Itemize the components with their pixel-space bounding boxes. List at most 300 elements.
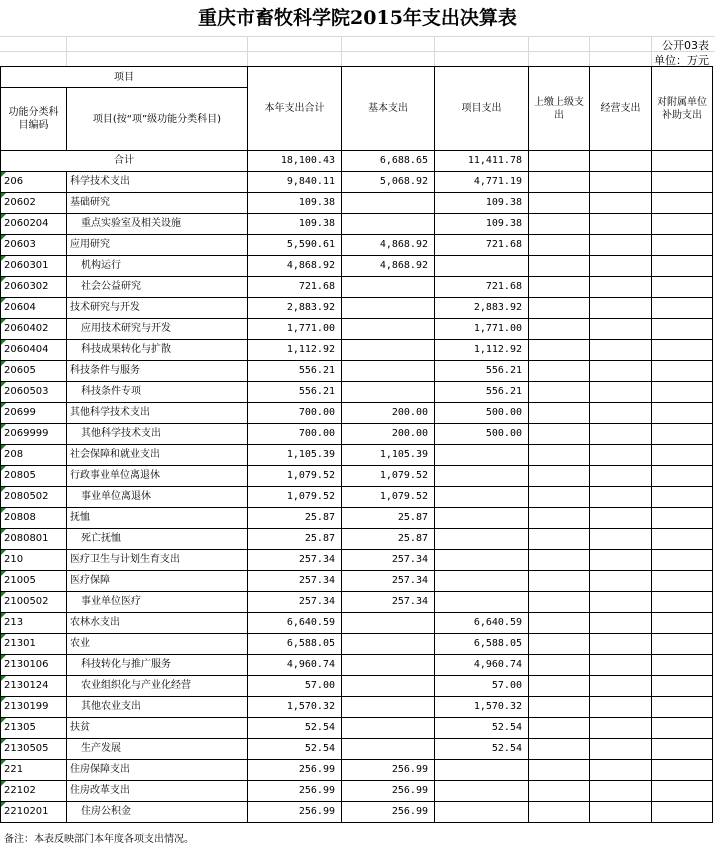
row-code: 2210201 (1, 802, 67, 823)
row-subsidy (652, 193, 713, 214)
row-total: 52.54 (248, 718, 342, 739)
row-total: 256.99 (248, 760, 342, 781)
row-total: 2,883.92 (248, 298, 342, 319)
row-subsidy (652, 529, 713, 550)
row-total: 1,570.32 (248, 697, 342, 718)
row-business (590, 592, 652, 613)
row-business (590, 256, 652, 277)
row-project: 4,771.19 (435, 172, 529, 193)
row-code: 210 (1, 550, 67, 571)
row-project: 1,112.92 (435, 340, 529, 361)
row-total: 9,840.11 (248, 172, 342, 193)
row-subsidy (652, 613, 713, 634)
row-subsidy (652, 592, 713, 613)
total-label: 合计 (1, 151, 248, 172)
row-code: 206 (1, 172, 67, 193)
total-row (1, 151, 713, 172)
row-name: 其他科学技术支出 (67, 403, 248, 424)
row-code: 2060402 (1, 319, 67, 340)
row-business (590, 739, 652, 760)
row-upper (529, 466, 590, 487)
row-total: 700.00 (248, 403, 342, 424)
row-business (590, 172, 652, 193)
row-basic: 1,079.52 (342, 487, 435, 508)
row-name: 社会保障和就业支出 (67, 445, 248, 466)
row-basic (342, 655, 435, 676)
row-upper (529, 802, 590, 823)
table-row (1, 487, 713, 508)
table-row (1, 655, 713, 676)
unit-label: 单位：万元 (654, 54, 709, 67)
row-basic (342, 382, 435, 403)
row-total: 256.99 (248, 781, 342, 802)
row-upper (529, 487, 590, 508)
row-name: 生产发展 (67, 739, 248, 760)
row-basic (342, 634, 435, 655)
row-total: 257.34 (248, 571, 342, 592)
row-basic (342, 739, 435, 760)
row-name: 科学技术支出 (67, 172, 248, 193)
row-name: 其他农业支出 (67, 697, 248, 718)
row-business (590, 508, 652, 529)
row-total: 556.21 (248, 361, 342, 382)
sheet-gridlines (0, 36, 715, 66)
row-total: 1,112.92 (248, 340, 342, 361)
row-basic: 1,079.52 (342, 466, 435, 487)
row-upper (529, 172, 590, 193)
row-name: 应用技术研究与开发 (67, 319, 248, 340)
row-project (435, 592, 529, 613)
row-code: 20604 (1, 298, 67, 319)
row-project (435, 550, 529, 571)
row-code: 20699 (1, 403, 67, 424)
row-basic: 1,105.39 (342, 445, 435, 466)
row-business (590, 718, 652, 739)
row-code: 2100502 (1, 592, 67, 613)
row-code: 22102 (1, 781, 67, 802)
row-code: 221 (1, 760, 67, 781)
row-business (590, 319, 652, 340)
total-basic: 6,688.65 (342, 151, 435, 172)
row-basic (342, 697, 435, 718)
row-upper (529, 760, 590, 781)
row-project: 1,570.32 (435, 697, 529, 718)
row-basic (342, 319, 435, 340)
header-basic: 基本支出 (342, 67, 435, 151)
row-code: 2060301 (1, 256, 67, 277)
row-upper (529, 277, 590, 298)
row-basic (342, 277, 435, 298)
row-name: 科技条件专项 (67, 382, 248, 403)
row-code: 20603 (1, 235, 67, 256)
row-total: 556.21 (248, 382, 342, 403)
row-code: 213 (1, 613, 67, 634)
row-subsidy (652, 550, 713, 571)
row-subsidy (652, 760, 713, 781)
row-upper (529, 214, 590, 235)
row-upper (529, 550, 590, 571)
row-project: 52.54 (435, 739, 529, 760)
row-name: 医疗卫生与计划生育支出 (67, 550, 248, 571)
row-total: 256.99 (248, 802, 342, 823)
row-business (590, 193, 652, 214)
row-total: 257.34 (248, 550, 342, 571)
row-subsidy (652, 634, 713, 655)
row-code: 2080801 (1, 529, 67, 550)
row-total: 4,960.74 (248, 655, 342, 676)
row-basic: 257.34 (342, 550, 435, 571)
row-code: 2080502 (1, 487, 67, 508)
row-name: 死亡抚恤 (67, 529, 248, 550)
table-row (1, 760, 713, 781)
row-total: 25.87 (248, 508, 342, 529)
row-subsidy (652, 445, 713, 466)
row-total: 6,588.05 (248, 634, 342, 655)
row-business (590, 697, 652, 718)
row-subsidy (652, 319, 713, 340)
row-project: 2,883.92 (435, 298, 529, 319)
row-total: 25.87 (248, 529, 342, 550)
row-subsidy (652, 361, 713, 382)
table-row (1, 298, 713, 319)
row-code: 2130199 (1, 697, 67, 718)
row-code: 20805 (1, 466, 67, 487)
total-business (590, 151, 652, 172)
row-name: 农业 (67, 634, 248, 655)
row-upper (529, 319, 590, 340)
form-number: 公开03表 (662, 39, 709, 52)
row-project: 57.00 (435, 676, 529, 697)
row-project: 6,640.59 (435, 613, 529, 634)
row-subsidy (652, 172, 713, 193)
footer-note: 备注：本表反映部门本年度各项支出情况。 (4, 834, 194, 845)
row-project: 109.38 (435, 193, 529, 214)
row-project: 500.00 (435, 403, 529, 424)
row-code: 2069999 (1, 424, 67, 445)
row-subsidy (652, 802, 713, 823)
row-subsidy (652, 487, 713, 508)
total-sum: 18,100.43 (248, 151, 342, 172)
table-row (1, 445, 713, 466)
row-project (435, 508, 529, 529)
row-project (435, 256, 529, 277)
row-subsidy (652, 340, 713, 361)
row-name: 其他科学技术支出 (67, 424, 248, 445)
row-subsidy (652, 214, 713, 235)
header-subsidy: 对附属单位补助支出 (652, 67, 713, 151)
row-basic: 4,868.92 (342, 256, 435, 277)
row-business (590, 298, 652, 319)
header-total: 本年支出合计 (248, 67, 342, 151)
table-row (1, 634, 713, 655)
row-subsidy (652, 403, 713, 424)
row-project (435, 802, 529, 823)
row-business (590, 634, 652, 655)
table-row (1, 508, 713, 529)
row-name: 医疗保障 (67, 571, 248, 592)
row-name: 科技转化与推广服务 (67, 655, 248, 676)
row-upper (529, 298, 590, 319)
row-business (590, 214, 652, 235)
row-basic: 257.34 (342, 571, 435, 592)
row-name: 住房公积金 (67, 802, 248, 823)
row-upper (529, 613, 590, 634)
row-name: 抚恤 (67, 508, 248, 529)
row-subsidy (652, 424, 713, 445)
row-upper (529, 382, 590, 403)
row-business (590, 571, 652, 592)
row-basic (342, 613, 435, 634)
row-basic (342, 214, 435, 235)
row-project: 721.68 (435, 277, 529, 298)
row-upper (529, 655, 590, 676)
row-basic: 25.87 (342, 508, 435, 529)
table-row (1, 550, 713, 571)
row-upper (529, 781, 590, 802)
total-project: 11,411.78 (435, 151, 529, 172)
row-upper (529, 529, 590, 550)
row-code: 20602 (1, 193, 67, 214)
row-total: 109.38 (248, 214, 342, 235)
row-subsidy (652, 235, 713, 256)
row-upper (529, 445, 590, 466)
row-subsidy (652, 739, 713, 760)
table-row (1, 340, 713, 361)
table-row (1, 256, 713, 277)
header-code: 功能分类科目编码 (1, 88, 67, 151)
row-business (590, 655, 652, 676)
row-name: 事业单位医疗 (67, 592, 248, 613)
expenditure-table (0, 66, 713, 823)
row-name: 应用研究 (67, 235, 248, 256)
row-total: 52.54 (248, 739, 342, 760)
row-project (435, 529, 529, 550)
row-total: 5,590.61 (248, 235, 342, 256)
page-title: 重庆市畜牧科学院2015年支出决算表 (198, 7, 517, 29)
row-name: 技术研究与开发 (67, 298, 248, 319)
row-business (590, 781, 652, 802)
row-total: 4,868.92 (248, 256, 342, 277)
row-basic: 4,868.92 (342, 235, 435, 256)
table-row (1, 676, 713, 697)
table-row (1, 424, 713, 445)
row-business (590, 403, 652, 424)
table-row (1, 802, 713, 823)
row-basic (342, 298, 435, 319)
row-name: 住房保障支出 (67, 760, 248, 781)
row-project (435, 760, 529, 781)
row-total: 1,105.39 (248, 445, 342, 466)
row-name: 科技成果转化与扩散 (67, 340, 248, 361)
row-total: 700.00 (248, 424, 342, 445)
row-business (590, 445, 652, 466)
header-business: 经营支出 (590, 67, 652, 151)
row-subsidy (652, 718, 713, 739)
row-upper (529, 361, 590, 382)
row-subsidy (652, 277, 713, 298)
row-name: 社会公益研究 (67, 277, 248, 298)
row-project (435, 445, 529, 466)
row-project: 721.68 (435, 235, 529, 256)
row-project (435, 571, 529, 592)
table-row (1, 403, 713, 424)
row-subsidy (652, 466, 713, 487)
row-business (590, 487, 652, 508)
row-upper (529, 571, 590, 592)
row-total: 721.68 (248, 277, 342, 298)
row-code: 2130124 (1, 676, 67, 697)
row-business (590, 613, 652, 634)
row-total: 1,771.00 (248, 319, 342, 340)
row-basic: 25.87 (342, 529, 435, 550)
row-upper (529, 697, 590, 718)
row-project: 6,588.05 (435, 634, 529, 655)
table-row (1, 739, 713, 760)
row-basic (342, 340, 435, 361)
table-row (1, 172, 713, 193)
row-upper (529, 424, 590, 445)
row-code: 2060503 (1, 382, 67, 403)
table-row (1, 235, 713, 256)
table-row (1, 571, 713, 592)
row-name: 扶贫 (67, 718, 248, 739)
header-upper: 上缴上级支出 (529, 67, 590, 151)
row-subsidy (652, 697, 713, 718)
row-subsidy (652, 298, 713, 319)
row-basic: 257.34 (342, 592, 435, 613)
row-name: 科技条件与服务 (67, 361, 248, 382)
table-row (1, 697, 713, 718)
row-subsidy (652, 655, 713, 676)
row-subsidy (652, 256, 713, 277)
row-basic (342, 361, 435, 382)
row-total: 257.34 (248, 592, 342, 613)
row-code: 2130106 (1, 655, 67, 676)
row-basic: 256.99 (342, 760, 435, 781)
total-subsidy (652, 151, 713, 172)
row-subsidy (652, 508, 713, 529)
row-project (435, 466, 529, 487)
row-total: 6,640.59 (248, 613, 342, 634)
row-basic (342, 193, 435, 214)
table-row (1, 319, 713, 340)
table-row (1, 781, 713, 802)
table-row (1, 613, 713, 634)
row-business (590, 466, 652, 487)
row-name: 基础研究 (67, 193, 248, 214)
row-upper (529, 235, 590, 256)
row-name: 农林水支出 (67, 613, 248, 634)
row-project: 500.00 (435, 424, 529, 445)
table-row (1, 361, 713, 382)
row-basic (342, 676, 435, 697)
row-project: 556.21 (435, 382, 529, 403)
row-upper (529, 739, 590, 760)
table-row (1, 466, 713, 487)
row-upper (529, 676, 590, 697)
row-basic: 200.00 (342, 403, 435, 424)
row-code: 21005 (1, 571, 67, 592)
row-project: 556.21 (435, 361, 529, 382)
row-project: 1,771.00 (435, 319, 529, 340)
row-business (590, 277, 652, 298)
row-business (590, 550, 652, 571)
row-project (435, 487, 529, 508)
table-row (1, 277, 713, 298)
row-business (590, 424, 652, 445)
row-code: 21301 (1, 634, 67, 655)
row-total: 1,079.52 (248, 466, 342, 487)
row-name: 行政事业单位离退休 (67, 466, 248, 487)
table-row (1, 592, 713, 613)
row-code: 20808 (1, 508, 67, 529)
row-upper (529, 256, 590, 277)
row-upper (529, 718, 590, 739)
row-upper (529, 592, 590, 613)
row-total: 1,079.52 (248, 487, 342, 508)
table-row (1, 529, 713, 550)
header-project-group: 项目 (1, 67, 248, 88)
row-basic: 256.99 (342, 781, 435, 802)
row-business (590, 235, 652, 256)
row-basic: 200.00 (342, 424, 435, 445)
row-business (590, 340, 652, 361)
row-total: 109.38 (248, 193, 342, 214)
row-project: 4,960.74 (435, 655, 529, 676)
row-upper (529, 193, 590, 214)
row-subsidy (652, 571, 713, 592)
row-project: 109.38 (435, 214, 529, 235)
row-business (590, 361, 652, 382)
row-basic (342, 718, 435, 739)
row-business (590, 529, 652, 550)
row-code: 21305 (1, 718, 67, 739)
row-code: 2060404 (1, 340, 67, 361)
row-subsidy (652, 781, 713, 802)
table-row (1, 193, 713, 214)
table-row (1, 718, 713, 739)
row-name: 事业单位离退休 (67, 487, 248, 508)
row-subsidy (652, 382, 713, 403)
row-upper (529, 340, 590, 361)
row-business (590, 382, 652, 403)
row-business (590, 760, 652, 781)
row-subsidy (652, 676, 713, 697)
row-project (435, 781, 529, 802)
row-basic: 5,068.92 (342, 172, 435, 193)
row-code: 20605 (1, 361, 67, 382)
total-upper (529, 151, 590, 172)
row-upper (529, 403, 590, 424)
header-project: 项目支出 (435, 67, 529, 151)
row-name: 农业组织化与产业化经营 (67, 676, 248, 697)
row-name: 重点实验室及相关设施 (67, 214, 248, 235)
row-code: 208 (1, 445, 67, 466)
row-business (590, 676, 652, 697)
row-total: 57.00 (248, 676, 342, 697)
row-code: 2060204 (1, 214, 67, 235)
row-business (590, 802, 652, 823)
row-code: 2060302 (1, 277, 67, 298)
row-name: 住房改革支出 (67, 781, 248, 802)
row-upper (529, 508, 590, 529)
row-name: 机构运行 (67, 256, 248, 277)
table-row (1, 214, 713, 235)
header-name: 项目(按“项”级功能分类科目) (67, 88, 248, 151)
row-upper (529, 634, 590, 655)
row-basic: 256.99 (342, 802, 435, 823)
row-code: 2130505 (1, 739, 67, 760)
